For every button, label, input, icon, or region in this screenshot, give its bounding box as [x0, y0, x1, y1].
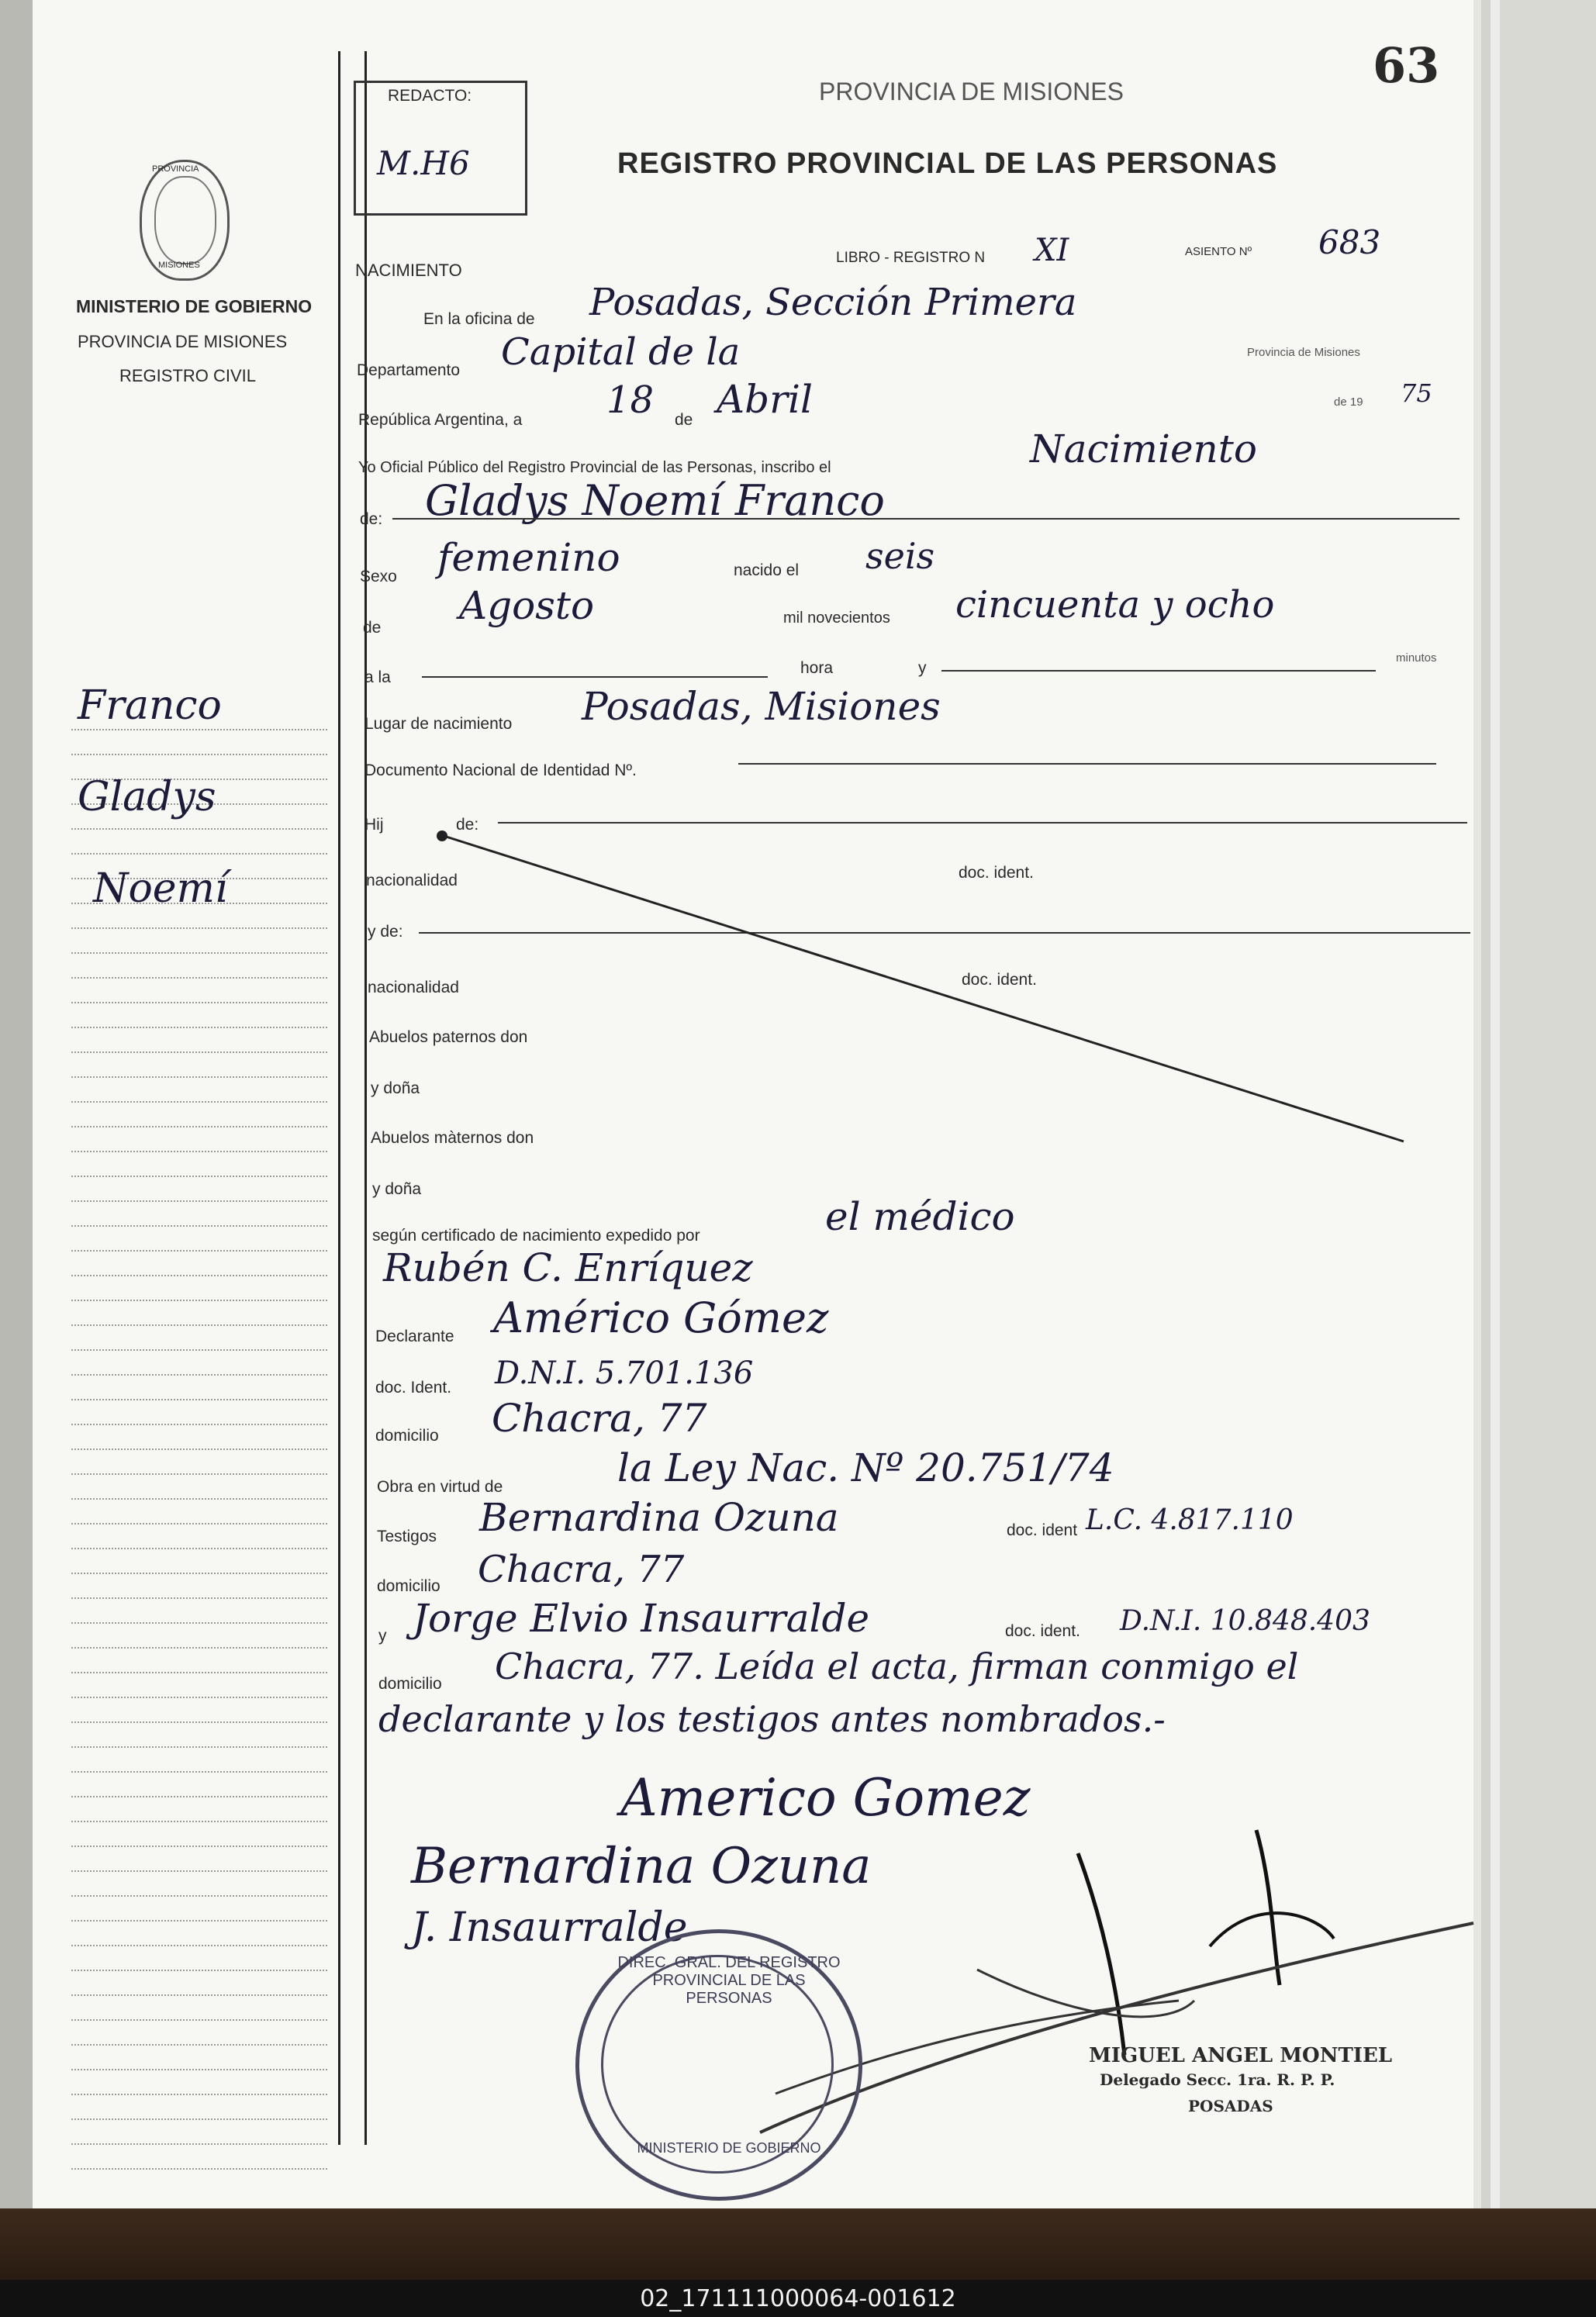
- lugar-label: Lugar de nacimiento: [364, 715, 513, 733]
- republica-label: República Argentina, a: [358, 411, 523, 429]
- departamento-value: Capital de la: [501, 330, 741, 374]
- redacto-value: M.H6: [377, 144, 470, 182]
- minutos-label: minutos: [1396, 651, 1437, 665]
- doc-ident2-label: doc. ident.: [962, 971, 1037, 989]
- mes-nac-de-label: de: [363, 619, 382, 637]
- anio-value: 75: [1401, 378, 1432, 408]
- record-type-label: NACIMIENTO: [355, 261, 462, 280]
- de-label: de: [675, 411, 693, 429]
- page-number: 63: [1373, 37, 1440, 94]
- declarante-value: Américo Gómez: [493, 1293, 829, 1342]
- domicilio-value: Chacra, 77: [492, 1396, 707, 1441]
- seal-bottom-text: MISIONES: [158, 261, 200, 270]
- y-hora-label: y: [918, 659, 927, 677]
- signature-declarante: Americo Gomez: [620, 1768, 1031, 1828]
- y2-label: y: [378, 1627, 387, 1645]
- nacionalidad2-label: nacionalidad: [368, 979, 459, 996]
- footer-id: 02_171111000064-001612: [640, 2285, 956, 2312]
- dia-value: 18: [606, 378, 655, 422]
- official-role: Delegado Secc. 1ra. R. P. P.: [1100, 2070, 1335, 2089]
- testigo1-value: Bernardina Ozuna: [479, 1495, 839, 1540]
- ala-label: a la: [364, 668, 391, 686]
- y-dona2-label: y doña: [372, 1180, 422, 1198]
- departamento-label: Departamento: [357, 361, 461, 379]
- testigo1-dom-value: Chacra, 77: [478, 1548, 685, 1591]
- nacido-value: seis: [865, 535, 935, 577]
- abuelos-maternos-label: Abuelos màternos don: [371, 1129, 534, 1147]
- margin-surname: Franco: [78, 682, 222, 729]
- oficial-label: Yo Oficial Público del Registro Provincial de las Personas, inscribo el: [358, 459, 831, 476]
- signature-testigo1: Bernardina Ozuna: [411, 1838, 872, 1895]
- y-dona-label: y doña: [371, 1079, 420, 1097]
- doc-ident-decl-label: doc. Ident.: [375, 1379, 452, 1397]
- nombre-label: de:: [360, 510, 383, 528]
- testigo2-doc-value: D.N.I. 10.848.403: [1120, 1605, 1370, 1637]
- margin-middlename: Noemí: [93, 865, 228, 912]
- mes-nac-value: Agosto: [459, 583, 595, 628]
- margin-firstname: Gladys: [78, 774, 216, 820]
- libro-value: XI: [1035, 233, 1069, 268]
- sexo-label: Sexo: [360, 568, 397, 585]
- ministry-line1: MINISTERIO DE GOBIERNO: [76, 296, 313, 316]
- asiento-value: 683: [1318, 223, 1381, 261]
- declarante-label: Declarante: [375, 1328, 454, 1345]
- domicilio-label: domicilio: [375, 1427, 439, 1445]
- provincia-label: Provincia de Misiones: [1247, 346, 1360, 359]
- hij-de-label: de:: [456, 816, 479, 834]
- stamp-text-inner: MINISTERIO DE GOBIERNO: [637, 2140, 821, 2156]
- stamp-text-outer: DIREC. GRAL. DEL REGISTRO PROVINCIAL DE LAS PERSONAS: [617, 1954, 841, 2007]
- inscribo-value: Nacimiento: [1030, 426, 1257, 471]
- doc-ident-decl-value: D.N.I. 5.701.136: [495, 1355, 754, 1391]
- anio-nac-value: cincuenta y ocho: [955, 583, 1275, 627]
- ministry-line2: PROVINCIA DE MISIONES: [78, 332, 288, 351]
- testigos-label: Testigos: [377, 1528, 437, 1545]
- ministry-line3: REGISTRO CIVIL: [119, 366, 257, 385]
- official-place: POSADAS: [1188, 2097, 1273, 2115]
- hij-label: Hij: [364, 816, 384, 834]
- lugar-value: Posadas, Misiones: [582, 684, 941, 729]
- abuelos-paternos-label: Abuelos paternos don: [369, 1028, 528, 1046]
- redacto-label: REDACTO:: [388, 87, 472, 105]
- nacionalidad-label: nacionalidad: [366, 872, 458, 889]
- testigo2-dom-label: domicilio: [378, 1675, 442, 1693]
- dni-label: Documento Nacional de Identidad Nº.: [364, 761, 637, 779]
- testigo2-value: Jorge Elvio Insaurralde: [413, 1596, 870, 1641]
- testigo2-doc-label: doc. ident.: [1005, 1622, 1080, 1640]
- nacido-label: nacido el: [734, 561, 800, 579]
- medico-value: Rubén C. Enríquez: [383, 1245, 753, 1290]
- testigo2-dom-line1: Chacra, 77. Leída el acta, firman conmigo el: [495, 1645, 1299, 1687]
- certificado-label: según certificado de nacimiento expedido por: [372, 1227, 700, 1245]
- oficina-value: Posadas, Sección Primera: [589, 281, 1077, 324]
- y-de-label: y de:: [368, 923, 403, 941]
- mes-value: Abril: [717, 377, 813, 422]
- anio-label: de 19: [1334, 395, 1363, 409]
- seal-top-text: PROVINCIA: [152, 164, 199, 174]
- hora-label: hora: [800, 659, 834, 677]
- header-province: PROVINCIA DE MISIONES: [819, 78, 1124, 105]
- oficina-label: En la oficina de: [423, 310, 535, 328]
- nombre-value: Gladys Noemí Franco: [425, 476, 885, 525]
- asiento-label: ASIENTO Nº: [1185, 245, 1252, 258]
- header-title: REGISTRO PROVINCIAL DE LAS PERSONAS: [617, 147, 1278, 180]
- testigo1-dom-label: domicilio: [377, 1577, 440, 1595]
- sexo-value: femenino: [437, 535, 620, 580]
- obra-label: Obra en virtud de: [377, 1478, 503, 1496]
- testigo1-doc-label: doc. ident: [1007, 1521, 1078, 1539]
- libro-label: LIBRO - REGISTRO N: [836, 250, 986, 266]
- doc-ident-label: doc. ident.: [959, 864, 1034, 882]
- testigo2-dom-line2: declarante y los testigos antes nombrados.-: [378, 1698, 1166, 1740]
- certificado-value: el médico: [825, 1194, 1015, 1239]
- mil-label: mil novecientos: [783, 609, 890, 627]
- official-name: MIGUEL ANGEL MONTIEL: [1089, 2044, 1393, 2067]
- signature-testigo2: J. Insaurralde: [411, 1904, 688, 1951]
- testigo1-doc-value: L.C. 4.817.110: [1086, 1504, 1294, 1536]
- obra-value: la Ley Nac. Nº 20.751/74: [617, 1445, 1114, 1490]
